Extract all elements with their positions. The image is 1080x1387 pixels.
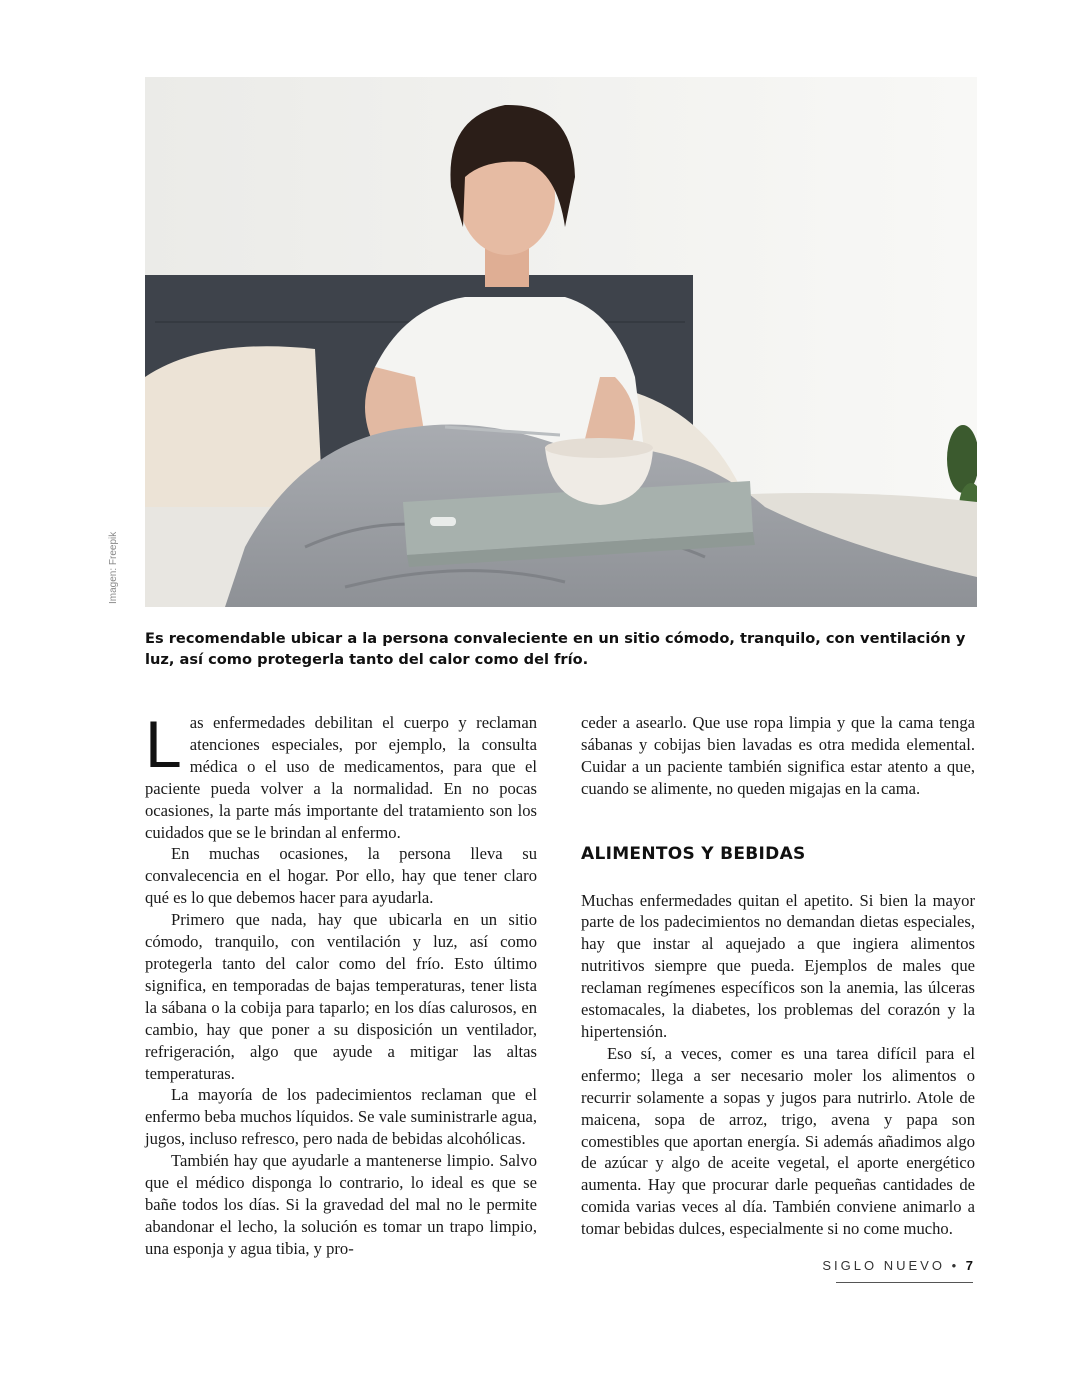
article-column-left xyxy=(145,707,537,1260)
article-column-right xyxy=(581,712,975,1240)
paragraph: La mayoría de los padecimientos reclaman que el enfermo beba muchos líquidos. Se vale suministrarle agua, jugos, incluso refresco, pero nada de bebidas alcohólicas. xyxy=(145,1085,537,1149)
photo-illustration xyxy=(145,77,977,607)
footer-separator: • xyxy=(951,1258,960,1273)
footer-rule xyxy=(836,1282,973,1283)
photo-credit: Imagen: Freepik xyxy=(108,531,119,604)
section-heading: ALIMENTOS Y BEBIDAS xyxy=(581,843,806,864)
paragraph: Primero que nada, hay que ubicarla en un sitio cómodo, tranquilo, con ventilación y luz, así como protegerla tanto del calor como del frío. Esto último significa, en temporadas de bajas temperaturas, tener lista la sábana o la cobija para taparlo; en los días calurosos, en cambio, hay que poner a su disposición un ventilador, refrigeración, algo que ayude a mitigar las altas temperaturas. xyxy=(145,910,537,1083)
paragraph-intro: Las enfermedades debilitan el cuerpo y reclaman atenciones especiales, por ejemplo, la consulta médica o el uso de medicamentos, para que el paciente pueda volver a la normalidad. En no pocas ocasiones, la parte más importante del tratamiento son los cuidados que se le brindan al enfermo. xyxy=(145,707,537,842)
paragraph-continued: ceder a asearlo. Que use ropa limpia y que la cama tenga sábanas y cobijas bien lavadas es otra medida elemental. Cuidar a un paciente también significa estar atento a que, cuando se alimente, no queden migajas en la cama. xyxy=(581,713,975,798)
page-number: 7 xyxy=(965,1258,973,1273)
paragraph: En muchas ocasiones, la persona lleva su convalecencia en el hogar. Por ello, hay que tener claro qué es lo que debemos hacer para ayudarla. xyxy=(145,844,537,908)
article-photo xyxy=(145,77,977,607)
drop-cap: L xyxy=(145,707,182,781)
page-footer xyxy=(822,1258,973,1273)
paragraph: Eso sí, a veces, comer es una tarea difícil para el enfermo; llega a ser necesario moler los alimentos o recurrir solamente a sopas y jugos para nutrirlo. Atole de maicena, sopa de arroz, trigo, avena y papa son comestibles que aportan energía. Si además añadimos algo de azúcar y algo de aceite vegetal, el aporte energético aumenta. Hay que procurar darle pequeñas cantidades de comida varias veces al día. También conviene animarlo a tomar bebidas dulces, especialmente si no come mucho. xyxy=(581,1043,975,1239)
paragraph: También hay que ayudarle a mantenerse limpio. Salvo que el médico disponga lo contrario, lo ideal es que se bañe todos los días. Si la gravedad del mal no le permite abandonar el lecho, la solución es tomar un trapo limpio, una esponja y agua tibia, y pro- xyxy=(145,1151,537,1258)
photo-caption: Es recomendable ubicar a la persona convaleciente en un sitio cómodo, tranquilo, con ventilación y luz, así como protegerla tanto del calor como del frío. xyxy=(145,630,966,668)
paragraph: Muchas enfermedades quitan el apetito. Si bien la mayor parte de los padecimientos no demandan dietas especiales, hay que instar al aquejado a que ingiera alimentos nutritivos siempre que pueda. Ejemplos de males que reclaman regímenes específicos son la anemia, las úlceras estomacales, la diabetes, los problemas del corazón y la hipertensión. xyxy=(581,890,975,1041)
magazine-name: SIGLO NUEVO xyxy=(822,1258,945,1273)
